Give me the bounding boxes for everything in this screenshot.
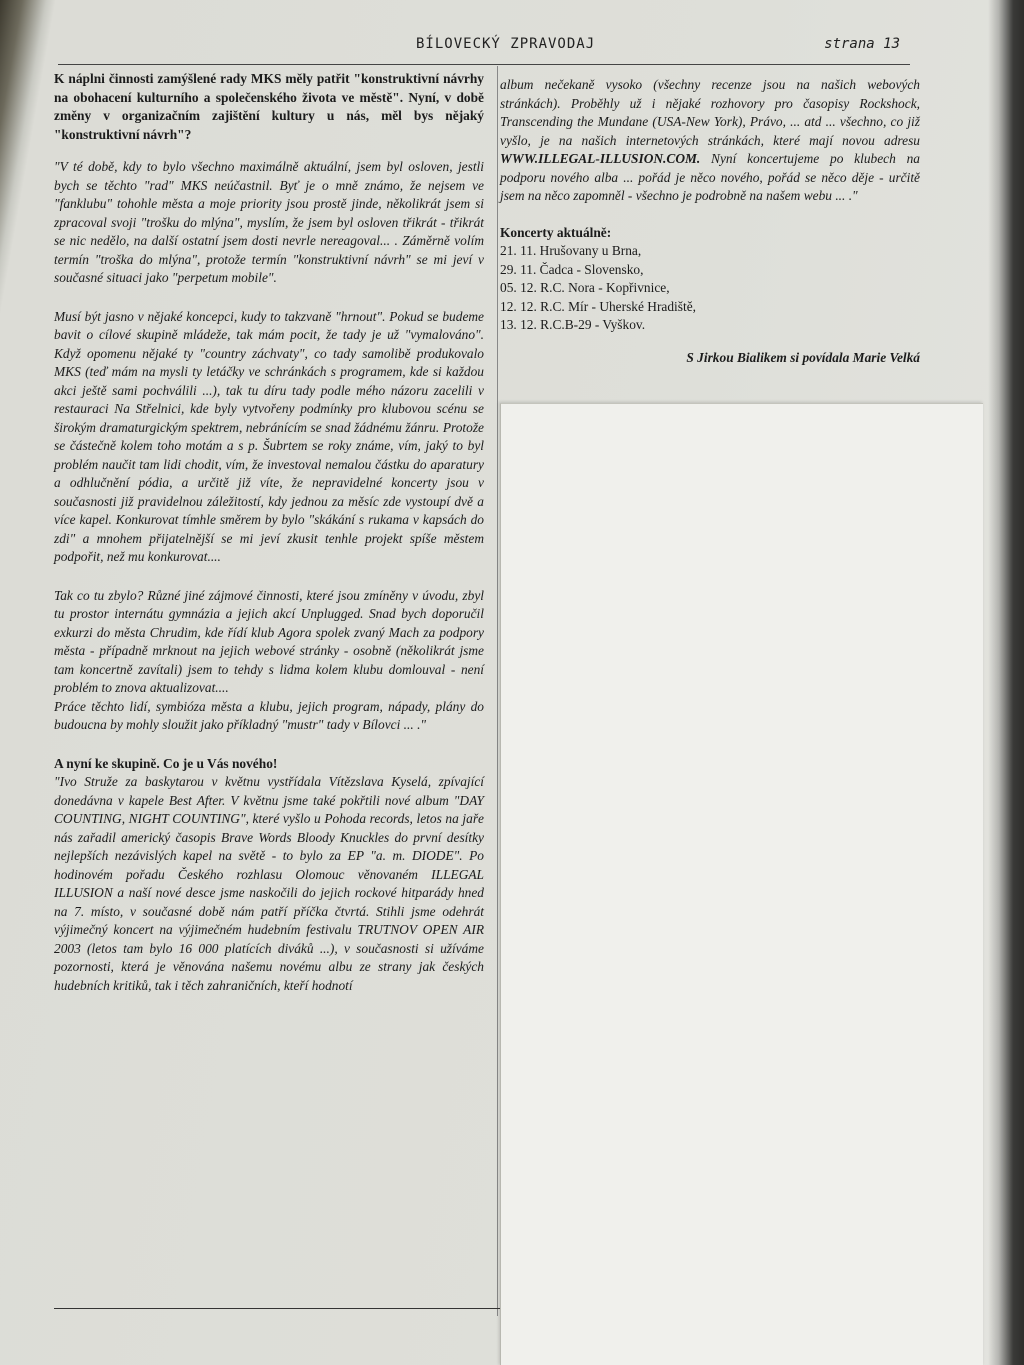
bottom-rule (54, 1308, 500, 1309)
left-column (54, 70, 484, 995)
column-divider (497, 66, 498, 1316)
interview-question: A nyní ke skupině. Co je u Vás nového! (54, 755, 278, 771)
concert-item: 13. 12. R.C.B-29 - Vyškov. (500, 317, 646, 332)
page-header (58, 28, 910, 65)
website-url: WWW.ILLEGAL-ILLUSION.COM. (500, 151, 701, 166)
concert-item: 05. 12. R.C. Nora - Kopřivnice, (500, 280, 670, 295)
concert-item: 29. 11. Čadca - Slovensko, (500, 261, 644, 277)
concert-item: 12. 12. R.C. Mír - Uherské Hradiště, (500, 298, 696, 314)
page-edge-shadow (988, 0, 1024, 1365)
answer-text: album nečekaně vysoko (všechny recenze jsou na našich webových stránkách). Proběhly už i nějaké rozhovory pro časopisy Rockshock, Transcending the Mundane (USA-New York), Právo, ... atd ... všechno, co již vyšlo, je na našich internetových stránkách, které mají novou adresu (500, 77, 920, 148)
answer-paragraph: "Ivo Struže za baskytarou v květnu vystřídala Vítězslava Kyselá, zpívající donedávna v kapele Best After. V květnu jsme také pokřtili nové album "DAY COUNTING, NIGHT COUNTING", které vyšlo u Pohoda records, letos na jaře nás zařadil americký časopis Brave Words Bloody Knuckles do první desítky nejlepších nezávislých kapel na světě - to bylo za EP "a. m. DIODE". Po hodinovém pořadu Českého rozhlasu Olomouc věnovaném ILLEGAL ILLUSION a naší nové desce jsme naskočili do jejich rockové hitparády hned na 7. místo, v současné době nám patří příčka čtvrtá. Stihli jsme odehrát výjimečný koncert na výjimečném hudebním festivalu TRUTNOV OPEN AIR 2003 (letos tam bylo 16 000 platících diváků ...), v současnosti si užíváme pozornosti, která je věnována našemu novému albu ze strany jak českých hudebních kritiků, tak i těch zahraničních, kteří hodnotí (54, 774, 484, 993)
interview-question: K náplni činnosti zamýšlené rady MKS měly patřit "konstruktivní návrhy na obohacení kulturního a společenského života ve městě". Nyní, v době změny v organizačním zajištění kultury u nás, měl bys nějaký "konstruktivní návrh"? (54, 71, 484, 142)
answer-paragraph: Práce těchto lidí, symbióza města a klubu, jejich program, nápady, plány do budoucna by mohly sloužit jako příkladný "mustr" tady v Bílovci ... ." (54, 698, 484, 732)
overlapping-blank-sheet (500, 403, 983, 1365)
continued-answer (500, 76, 920, 206)
answer-paragraph: "V té době, kdy to bylo všechno maximálně aktuální, jsem byl osloven, jestli bych se těchto "rad" MKS neúčastnil. Byť je o mně známo, že nejsem ve "fanklubu" tohohle města a moje priority jsou prostě jinde, několikrát jsem si zpracoval svoji "trošku do mlýna", myslím, že jsem byl osloven třikrát - třikrát se nic nedělo, na další ostatní jsem dosti nevrle nereagoval... . Záměrně volím termín "troška do mlýna", protože termín "konstruktivní návrh" se mi jeví v současné situaci jako "perpetum mobile". (54, 159, 484, 285)
author-signature: S Jirkou Bialikem si povídala Marie Velká (686, 349, 920, 365)
concerts-heading: Koncerty aktuálně: (500, 224, 612, 240)
concert-item: 21. 11. Hrušovany u Brna, (500, 243, 642, 258)
concerts-list (500, 242, 920, 335)
answer-paragraph: Tak co tu zbylo? Různé jiné zájmové činnosti, které jsou zmíněny v úvodu, zbyl tu prostor internátu gymnázia a jejich akcí Unplugged. Snad bych doporučil exkurzi do města Chrudim, kde řídí klub Agora spolek zvaný Mach za podpory města - případně mrknout na jejich webové stránky - osobně (několikrát jsme tam koncertně zavítali) jsem to tehdy s lidma kolem klubu domlouval - není problém to znova aktualizovat.... (54, 587, 484, 695)
answer-paragraph: Musí být jasno v nějaké koncepci, kudy to takzvaně "hrnout". Pokud se budeme bavit o cílové skupině mládeže, tak mám pocit, že tady je už "vymalováno". Když opomenu nějaké ty "country záchvaty", co tady samolibě produkovalo MKS (teď mám na mysli ty letáčky ve schránkách s programem, kde si každou akci ještě sami pochválili ...), tak tu díru tady podle mého názoru zacelili v restauraci Na Střelnici, kde byly vytvořeny podmínky pro klubovou scénu se širokým dramaturgickým spektrem, nebránícím se snad žádnému žánru. Protože se částečně kolem toho motám a s p. Šubrtem se roky známe, vím, jaký to byl problém naučit tam lidi chodit, vím, že investoval nemalou částku do aparatury a odhlučnění pódia, a určitě již víte, že nepravidelné koncerty jsou v současnosti již pravidelnou záležitostí, kdy jednou za měsíc zde vystoupí dvě a více kapel. Konkurovat tímhle směrem by bylo "skákání s rukama v kapsách do zdi" a mnohem přijatelnější se mi jeví zkusit tenhle projekt spíše městem podpořit, než mu konkurovat.... (54, 308, 484, 564)
right-column (500, 76, 920, 367)
page-number: strana 13 (824, 36, 900, 52)
masthead: BÍLOVECKÝ ZPRAVODAJ (416, 36, 596, 52)
answer-text: Nyní koncertujeme po klubech na podporu nového alba ... pořád je něco nového, pořád se něco děje - určitě jsem na něco zapomněl - všechno je podrobně na našem webu ... ." (500, 151, 920, 203)
